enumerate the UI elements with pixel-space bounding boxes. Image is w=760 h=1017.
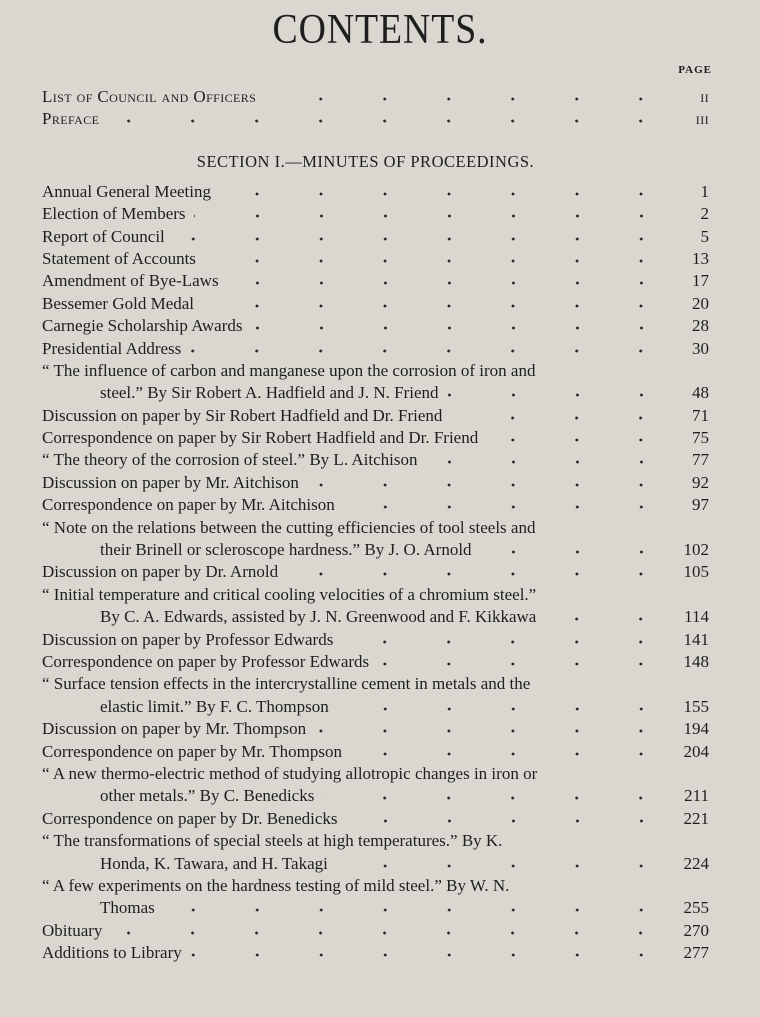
toc-entry — [42, 182, 709, 204]
dot-leader — [107, 118, 673, 124]
toc-line — [42, 540, 709, 562]
dot-leader — [450, 415, 673, 421]
dot-leader — [286, 571, 673, 577]
page-column-header: PAGE — [678, 64, 712, 76]
toc-entry — [42, 473, 709, 495]
dot-leader — [173, 236, 673, 242]
toc-line — [42, 361, 709, 383]
entry-title: Report of Council — [42, 226, 165, 246]
dot-leader — [194, 213, 673, 219]
dot-leader — [343, 504, 673, 510]
dot-leader — [189, 348, 673, 354]
entry-title: Correspondence on paper by Dr. Benedicks — [42, 808, 338, 828]
entry-title: “ Note on the relations between the cutting efficiencies of tool steels and — [42, 517, 536, 537]
dot-leader — [346, 818, 673, 824]
toc-line — [42, 562, 709, 584]
entry-title: Correspondence on paper by Mr. Thompson — [42, 741, 342, 761]
page-number: 255 — [683, 898, 709, 918]
toc-entry — [42, 809, 709, 831]
entry-title: elastic limit.” By F. C. Thompson — [100, 696, 329, 716]
toc-line — [42, 518, 709, 540]
page-number: 102 — [683, 540, 709, 560]
section-entries — [42, 182, 709, 966]
page-number: 141 — [683, 629, 709, 649]
toc-line — [42, 742, 709, 764]
page-number: 5 — [700, 226, 709, 246]
dot-leader — [219, 191, 673, 197]
toc-line — [42, 495, 709, 517]
toc-line — [42, 406, 709, 428]
page-number: 17 — [692, 271, 709, 291]
entry-title: Correspondence on paper by Sir Robert Hadfield and Dr. Friend — [42, 428, 479, 448]
entry-title: Additions to Library — [42, 943, 182, 963]
dot-leader — [341, 639, 673, 645]
entry-title: “ A new thermo-electric method of studying allotropic changes in iron or — [42, 763, 538, 783]
entry-title: “ The transformations of special steels at high temperatures.” By K. — [42, 831, 503, 851]
dot-leader — [377, 661, 673, 667]
entry-title: By C. A. Edwards, assisted by J. N. Greenwood and F. Kikkawa — [100, 607, 537, 627]
entry-title: Obituary — [42, 920, 103, 940]
dot-leader — [110, 930, 673, 936]
toc-line — [42, 473, 709, 495]
section-heading: SECTION I.—MINUTES OF PROCEEDINGS. — [196, 151, 535, 171]
toc-line — [42, 585, 709, 607]
dot-leader — [227, 280, 673, 286]
toc-line — [42, 809, 709, 831]
page-title: CONTENTS. — [272, 7, 488, 53]
entry-title: “ A few experiments on the hardness testing of mild steel.” By W. N. — [42, 875, 510, 895]
toc-entry — [42, 518, 709, 563]
toc-entry — [42, 204, 709, 226]
dot-leader — [322, 795, 673, 801]
dot-leader — [350, 751, 673, 757]
entry-title: other metals.” By C. Benedicks — [100, 786, 315, 806]
toc-entry — [42, 450, 709, 472]
toc-entry — [42, 719, 709, 741]
entry-title: List of Council and Officers — [42, 87, 257, 106]
dot-leader — [486, 437, 673, 443]
entry-title: Discussion on paper by Mr. Thompson — [42, 719, 307, 739]
page-number: 148 — [683, 651, 709, 671]
dot-leader — [544, 616, 673, 622]
toc-line — [42, 339, 709, 361]
page-number: 48 — [692, 383, 709, 403]
entry-title: Discussion on paper by Sir Robert Hadfield and Dr. Friend — [42, 405, 443, 425]
page-number: 97 — [692, 495, 709, 515]
toc-entry — [42, 921, 709, 943]
toc-line — [42, 383, 709, 405]
toc-line — [42, 786, 709, 808]
entry-title: steel.” By Sir Robert A. Hadfield and J. N. Friend — [100, 383, 439, 403]
page-number: 204 — [683, 741, 709, 761]
entry-title: Correspondence on paper by Mr. Aitchison — [42, 495, 335, 515]
toc-entry — [42, 249, 709, 271]
toc-line — [42, 294, 709, 316]
page-number: 20 — [692, 293, 709, 313]
page-number: 13 — [692, 248, 709, 268]
entry-title: Discussion on paper by Mr. Aitchison — [42, 472, 299, 492]
page-number: 224 — [683, 853, 709, 873]
toc-entry — [42, 674, 709, 719]
toc-entry — [42, 271, 709, 293]
dot-leader — [264, 96, 673, 102]
toc-line — [42, 764, 709, 786]
toc-entry — [42, 316, 709, 338]
toc-entry — [42, 428, 709, 450]
dot-leader — [204, 258, 673, 264]
toc-entry — [42, 495, 709, 517]
page-number: 155 — [683, 696, 709, 716]
page-number: 277 — [683, 943, 709, 963]
toc-entry — [42, 294, 709, 316]
page-number: 75 — [692, 428, 709, 448]
toc-line — [42, 271, 709, 293]
toc-line — [42, 607, 709, 629]
toc-line — [42, 450, 709, 472]
toc-entry — [42, 227, 709, 249]
toc-line — [42, 428, 709, 450]
entry-title: Election of Members — [42, 204, 186, 224]
toc-entry — [42, 87, 709, 109]
dot-leader — [163, 907, 673, 913]
toc-entry — [42, 361, 709, 406]
page-number: 221 — [683, 808, 709, 828]
toc-line — [42, 831, 709, 853]
page-number: 28 — [692, 316, 709, 336]
toc-entry — [42, 943, 709, 965]
toc-line — [42, 316, 709, 338]
dot-leader — [251, 325, 673, 331]
toc-entry — [42, 109, 709, 131]
toc-line — [42, 697, 709, 719]
page-number: 92 — [692, 472, 709, 492]
toc-entry — [42, 585, 709, 630]
toc-entry — [42, 630, 709, 652]
entry-title: Discussion on paper by Dr. Arnold — [42, 562, 279, 582]
front-matter — [42, 87, 709, 132]
page-number: 71 — [692, 405, 709, 425]
dot-leader — [202, 303, 673, 309]
page-number: 194 — [683, 719, 709, 739]
entry-title: “ The influence of carbon and manganese upon the corrosion of iron and — [42, 360, 536, 380]
toc-line — [42, 854, 709, 876]
entry-title: Honda, K. Tawara, and H. Takagi — [100, 853, 328, 873]
toc-entry — [42, 764, 709, 809]
entry-title: Preface — [42, 109, 100, 129]
entry-title: Statement of Accounts — [42, 248, 196, 268]
toc-line — [42, 876, 709, 898]
page-number: 105 — [683, 562, 709, 582]
toc-line — [42, 652, 709, 674]
entry-title: Presidential Address — [42, 338, 182, 358]
page-number: 30 — [692, 338, 709, 358]
toc-entry — [42, 742, 709, 764]
toc-entry — [42, 339, 709, 361]
dot-leader — [447, 392, 673, 398]
page-number: 211 — [684, 786, 709, 806]
toc-entry — [42, 406, 709, 428]
entry-title: Thomas — [100, 898, 155, 918]
toc-line — [42, 227, 709, 249]
toc-line — [42, 87, 709, 109]
dot-leader — [426, 459, 674, 465]
page-number: ii — [700, 87, 709, 106]
page-number: 114 — [684, 607, 709, 627]
toc-line — [42, 943, 709, 965]
entry-title: Bessemer Gold Medal — [42, 293, 195, 313]
toc-line — [42, 249, 709, 271]
page-number: 270 — [683, 920, 709, 940]
dot-leader — [314, 728, 673, 734]
toc-line — [42, 182, 709, 204]
dot-leader — [190, 952, 673, 958]
toc-entry — [42, 876, 709, 921]
table-of-contents — [42, 87, 709, 965]
toc-entry — [42, 831, 709, 876]
entry-title: Annual General Meeting — [42, 181, 211, 201]
page-number: 77 — [692, 450, 709, 470]
entry-title: “ The theory of the corrosion of steel.” By L. Aitchison — [42, 450, 418, 470]
toc-line — [42, 898, 709, 920]
dot-leader — [337, 706, 673, 712]
toc-entry — [42, 562, 709, 584]
page-number: 2 — [700, 204, 709, 224]
toc-line — [42, 630, 709, 652]
toc-line — [42, 674, 709, 696]
dot-leader — [336, 863, 673, 869]
entry-title: “ Initial temperature and critical cooling velocities of a chromium steel.” — [42, 584, 537, 604]
entry-title: Discussion on paper by Professor Edwards — [42, 629, 334, 649]
page-number: iii — [695, 109, 709, 129]
toc-entry — [42, 652, 709, 674]
entry-title: their Brinell or scleroscope hardness.” By J. O. Arnold — [100, 540, 472, 560]
toc-line — [42, 921, 709, 943]
entry-title: “ Surface tension effects in the intercrystalline cement in metals and the — [42, 674, 531, 694]
toc-line — [42, 719, 709, 741]
entry-title: Correspondence on paper by Professor Edwards — [42, 651, 370, 671]
entry-title: Carnegie Scholarship Awards — [42, 316, 243, 336]
toc-line — [42, 109, 709, 131]
entry-title: Amendment of Bye-Laws — [42, 271, 219, 291]
dot-leader — [307, 482, 673, 488]
toc-line — [42, 204, 709, 226]
page-number: 1 — [700, 181, 709, 201]
dot-leader — [480, 549, 673, 555]
